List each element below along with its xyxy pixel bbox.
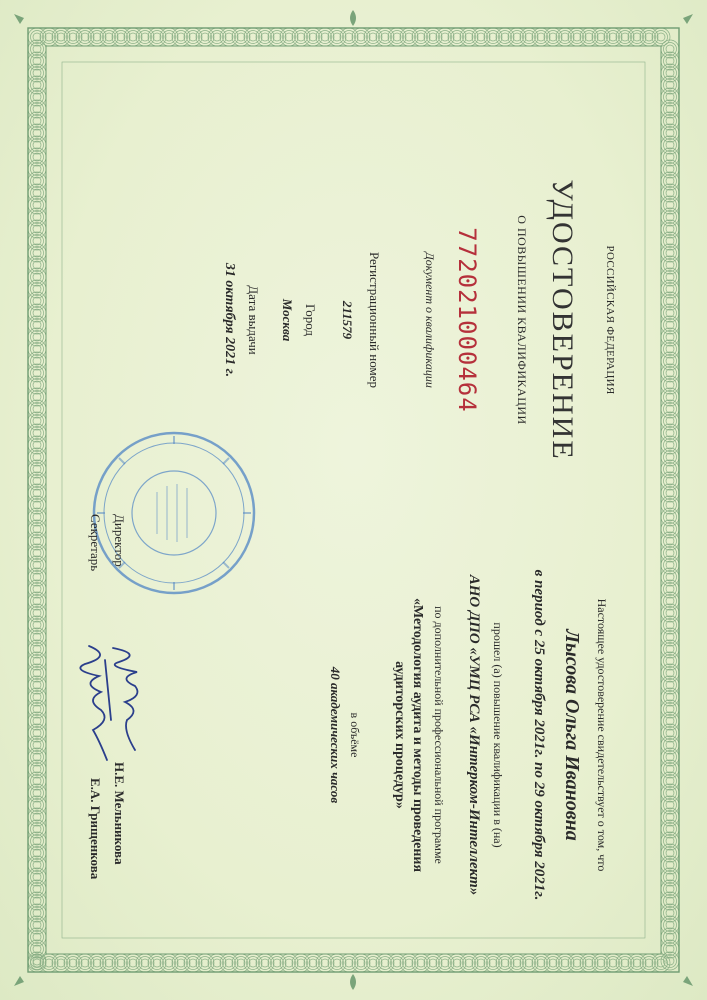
certificate-subtitle: О ПОВЫШЕНИИ КВАЛИФИКАЦИИ	[515, 215, 529, 425]
volume-label: в объёме	[348, 712, 362, 758]
certificate-title: УДОСТОВЕРЕНИЕ	[546, 179, 579, 461]
person-name: Лысова Ольга Ивановна	[561, 629, 583, 841]
secretary-name: Е.А. Грищенкова	[88, 778, 103, 880]
intro-text: Настоящее удостоверение свидетельствует о том, что	[595, 598, 609, 872]
issue-date-value: 31 октября 2021 г.	[222, 262, 237, 378]
registration-label: Регистрационный номер	[367, 252, 382, 388]
hours-value: 40 академических часов	[328, 666, 343, 804]
organization-name: АНО ДПО «УМЦ РСА «Интерком-Интеллект»	[466, 574, 482, 896]
secretary-signature	[69, 640, 119, 770]
program-title-line-1: «Методология аудита и методы проведения	[410, 597, 425, 873]
city-value: Москва	[280, 298, 295, 342]
city-label: Город	[303, 303, 318, 337]
document-number: 772021000464	[453, 227, 481, 413]
document-label: Документ о квалификации	[423, 252, 437, 388]
program-intro: по дополнительной профессиональной программе	[432, 606, 446, 864]
registration-number: 211579	[340, 300, 355, 340]
issue-date-label: Дата выдачи	[246, 285, 261, 355]
director-label: Директор	[112, 514, 127, 567]
passed-text: прошел (а) повышение квалификации в (на)	[491, 622, 505, 848]
training-period: в период с 25 октября 2021г. по 29 октября 2021г.	[531, 569, 547, 901]
program-title-line-2: аудиторских процедур»	[392, 661, 407, 809]
country-label: РОССИЙСКАЯ ФЕДЕРАЦИЯ	[604, 245, 616, 395]
official-stamp	[89, 428, 259, 598]
secretary-label: Секретарь	[88, 514, 103, 572]
director-name: Н.Е. Мельникова	[112, 762, 127, 865]
